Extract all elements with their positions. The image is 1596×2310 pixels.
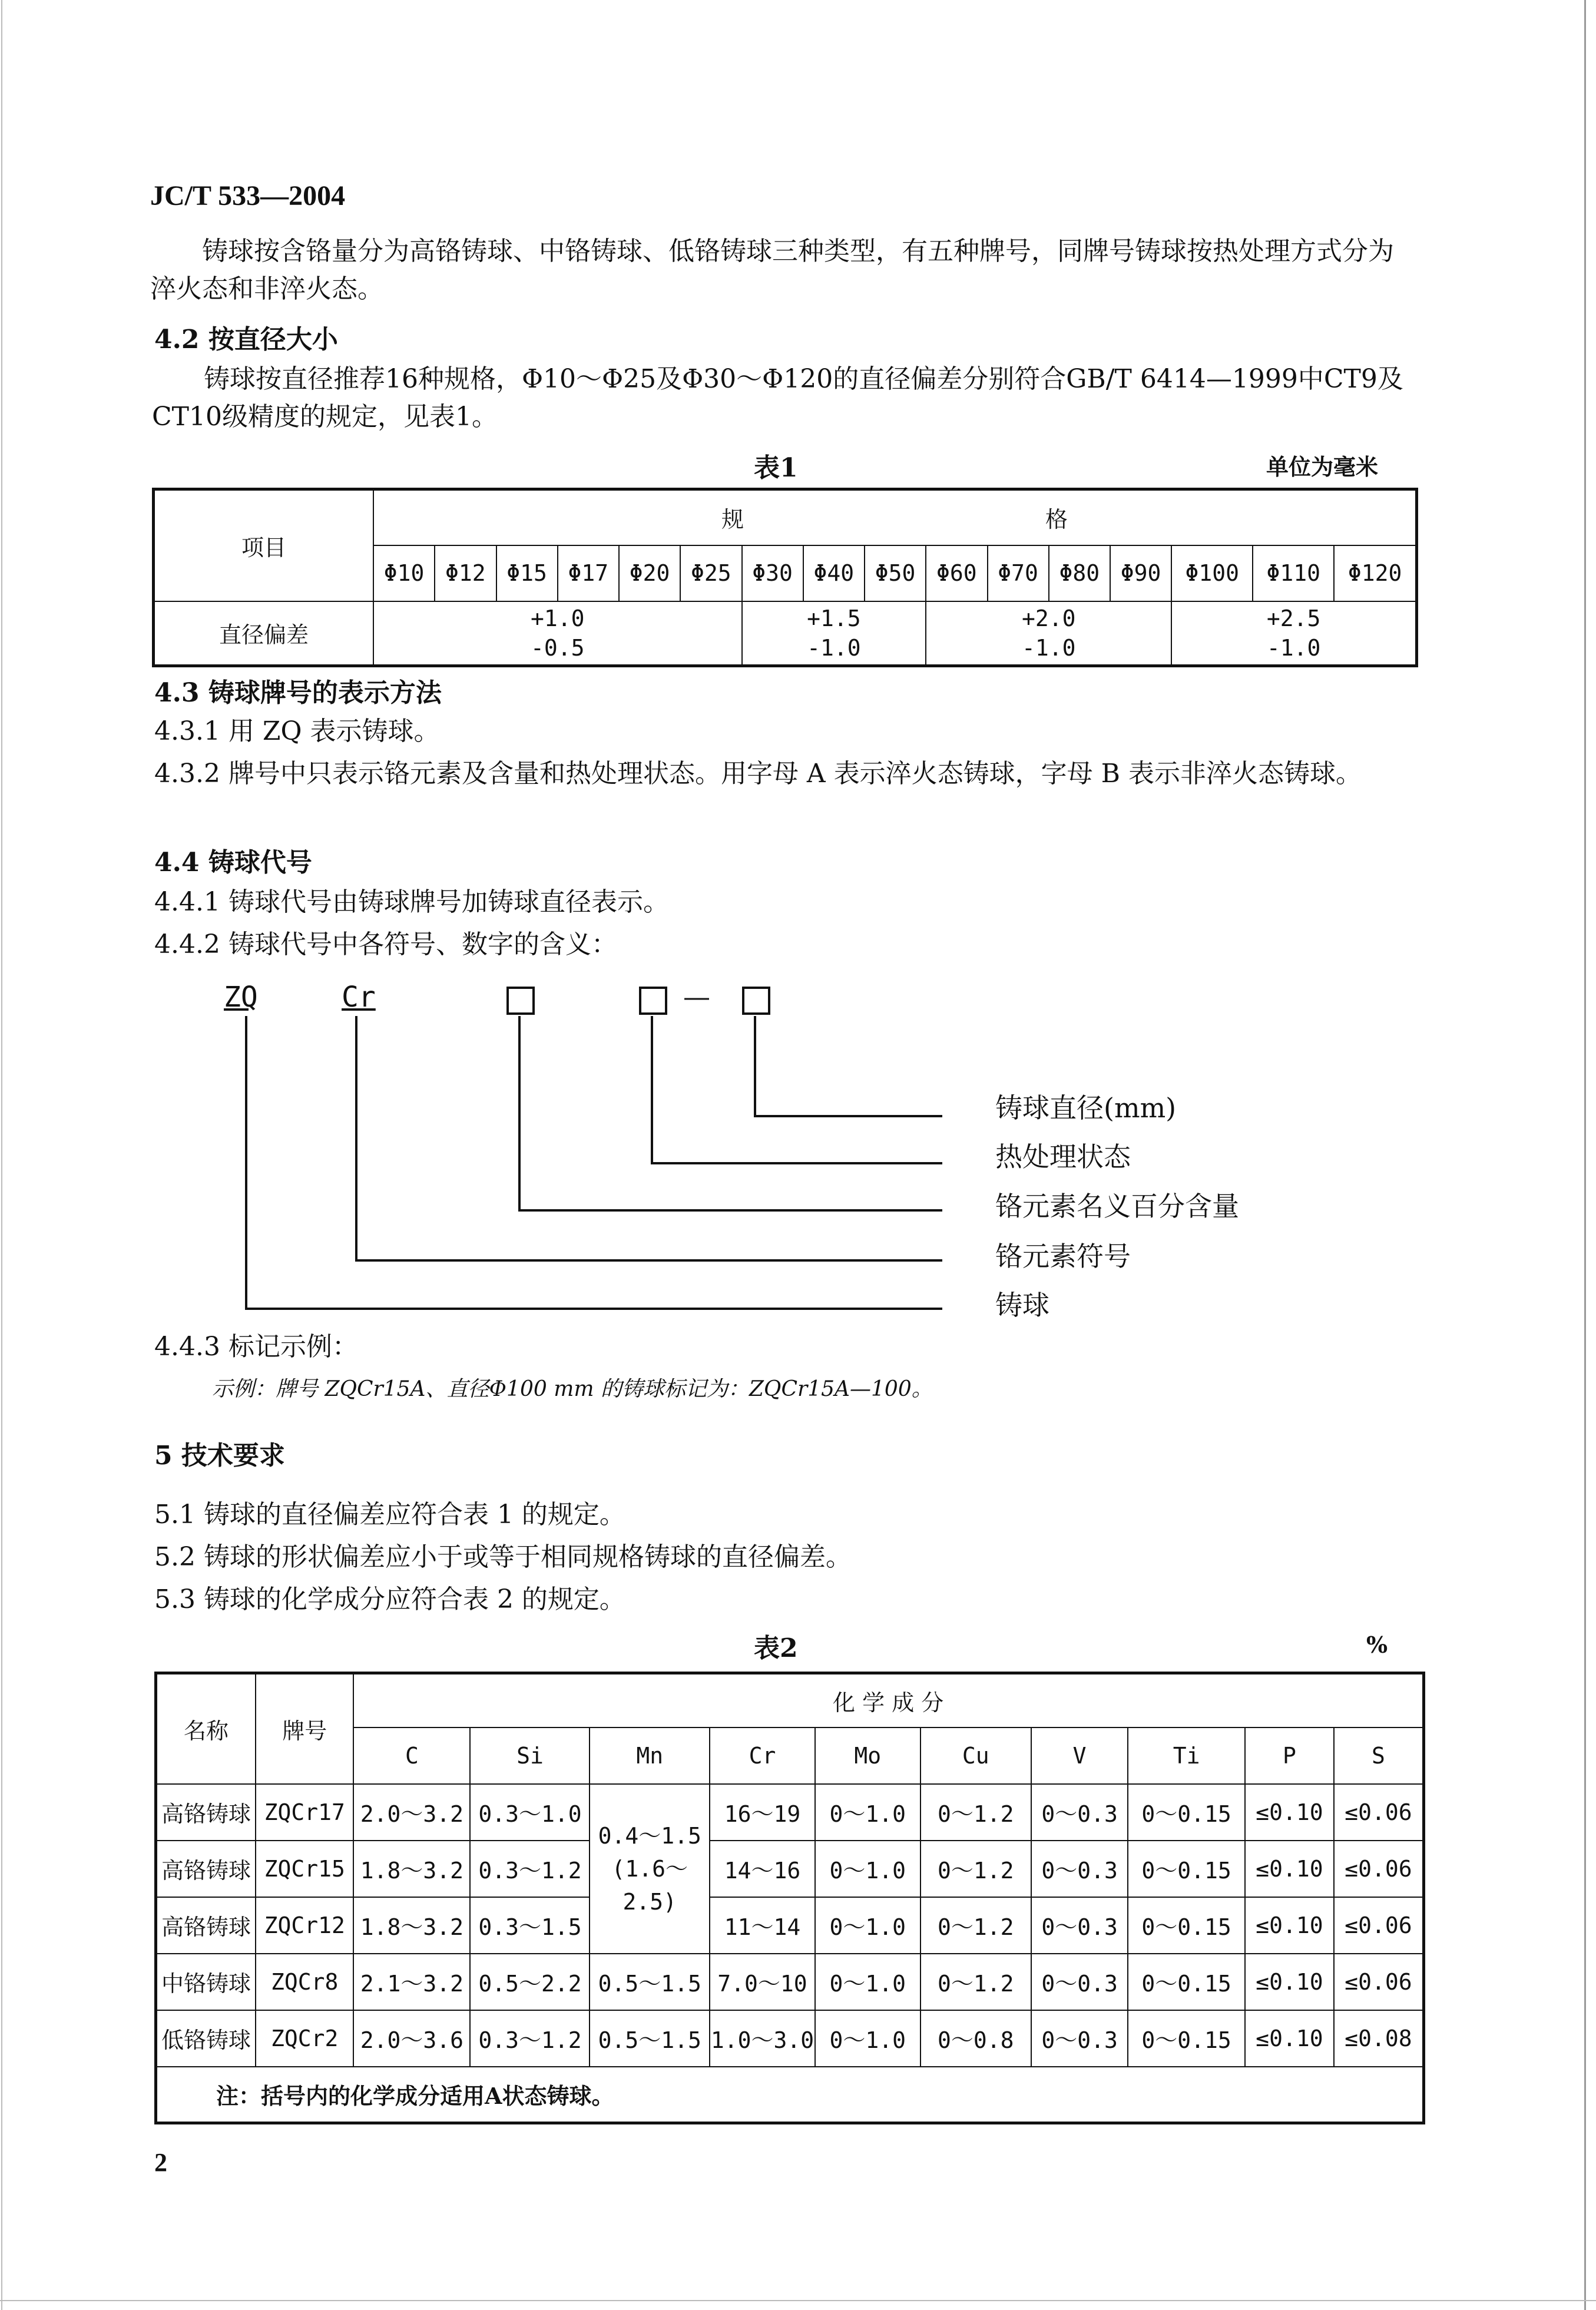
page-number: 2 <box>154 2148 167 2177</box>
standard-header: JC/T 533—2004 <box>150 180 346 211</box>
table1-unit: 单位为毫米 <box>1266 454 1379 480</box>
section-4-2-text: 铸球按直径推荐16种规格，Φ10～Φ25及Φ30～Φ120的直径偏差分别符合GB/T 6414—1999中CT9及CT10级精度的规定，见表1。 <box>152 364 1403 432</box>
diagram-label-diameter: 铸球直径(mm) <box>995 1092 1177 1124</box>
table2 <box>154 1672 1425 2124</box>
table1-caption: 表1 <box>754 453 798 483</box>
table2-cell-v: 0～0.3 <box>1031 1784 1128 1841</box>
table1-size: Φ30 <box>742 545 803 601</box>
table2-element: Cu <box>920 1727 1031 1784</box>
table2-cell-c: 1.8～3.2 <box>353 1841 470 1897</box>
table2-cell-cr: 1.0～3.0 <box>710 2010 815 2067</box>
table2-cell-s: ≤0.06 <box>1334 1841 1424 1897</box>
table1-item-header: 项目 <box>154 489 374 601</box>
scan-edge-bottom <box>0 2300 1596 2301</box>
table2-cell-grade: ZQCr2 <box>256 2010 353 2067</box>
table2-cell-mo: 0～1.0 <box>815 1897 920 1954</box>
diagram-dash: — <box>683 981 710 1012</box>
table2-cell-mn-high <box>590 1784 710 1954</box>
table1-size: Φ120 <box>1334 545 1416 601</box>
table2-cell-p: ≤0.10 <box>1245 2010 1334 2067</box>
table2-cell-v: 0～0.3 <box>1031 2010 1128 2067</box>
table1-dev-upper: +2.0 <box>1021 605 1076 631</box>
intro-paragraph: 铸球按含铬量分为高铬铸球、中铬铸球、低铬铸球三种类型，有五种牌号，同牌号铸球按热处理方式分为淬火态和非淬火态。 <box>150 236 1394 304</box>
table2-cell-name: 高铬铸球 <box>156 1897 256 1954</box>
table2-cell-cu: 0～0.8 <box>920 2010 1031 2067</box>
table2-cell-name: 高铬铸球 <box>156 1784 256 1841</box>
table1-spec-char-2: 格 <box>1045 507 1068 533</box>
leader-heat <box>652 1016 942 1163</box>
section-5-3: 5.3 铸球的化学成分应符合表 2 的规定。 <box>154 1584 625 1614</box>
table2-cell-cu: 0～1.2 <box>920 1897 1031 1954</box>
table2-cell-c: 2.0～3.6 <box>353 2010 470 2067</box>
table1-size: Φ12 <box>435 545 496 601</box>
section-4-4-2: 4.4.2 铸球代号中各符号、数字的含义： <box>154 929 617 959</box>
table1-size: Φ15 <box>496 545 558 601</box>
table1-size: Φ20 <box>619 545 680 601</box>
table2-header-chem: 化 学 成 分 <box>353 1673 1423 1727</box>
table2-mn-high-line1: 0.4～1.5 <box>598 1822 701 1849</box>
table1-size: Φ100 <box>1171 545 1253 601</box>
table2-cell-c: 1.8～3.2 <box>353 1897 470 1954</box>
table1-dev-lower: -1.0 <box>807 634 861 661</box>
table2-cell-s: ≤0.06 <box>1334 1897 1424 1954</box>
leader-diameter <box>755 1016 942 1116</box>
table1-size: Φ70 <box>988 545 1049 601</box>
section-4-2-title: 4.2 按直径大小 <box>154 325 338 355</box>
table2-unit: % <box>1366 1631 1388 1658</box>
table1-size: Φ17 <box>558 545 619 601</box>
table2-cell-name: 低铬铸球 <box>156 2010 256 2067</box>
table2-cell-mo: 0～1.0 <box>815 1784 920 1841</box>
table1-dev-lower: -1.0 <box>1021 634 1076 661</box>
table2-cell-cr: 11～14 <box>710 1897 815 1954</box>
table2-cell-si: 0.3～1.2 <box>470 1841 590 1897</box>
table2-header-name: 名称 <box>156 1673 256 1784</box>
table2-cell-cu: 0～1.2 <box>920 1784 1031 1841</box>
table2-cell-grade: ZQCr12 <box>256 1897 353 1954</box>
table2-cell-grade: ZQCr17 <box>256 1784 353 1841</box>
table2-cell-v: 0～0.3 <box>1031 1954 1128 2010</box>
table2-cell-v: 0～0.3 <box>1031 1897 1128 1954</box>
table2-element: Si <box>470 1727 590 1784</box>
section-4-4-1: 4.4.1 铸球代号由铸球牌号加铸球直径表示。 <box>154 887 669 917</box>
table2-cell-ti: 0～0.15 <box>1128 1841 1245 1897</box>
table2-cell-grade: ZQCr8 <box>256 1954 353 2010</box>
table2-element: Cr <box>710 1727 815 1784</box>
diagram-label-cr: 铬元素符号 <box>995 1240 1131 1272</box>
table2-header-grade: 牌号 <box>256 1673 353 1784</box>
table2-cell-p: ≤0.10 <box>1245 1784 1334 1841</box>
section-4-3-1: 4.3.1 用 ZQ 表示铸球。 <box>154 716 440 746</box>
section-5-1: 5.1 铸球的直径偏差应符合表 1 的规定。 <box>154 1500 625 1530</box>
table2-mn-high-line2: (1.6～2.5) <box>611 1855 688 1915</box>
table2-cell-v: 0～0.3 <box>1031 1841 1128 1897</box>
section-5-title: 5 技术要求 <box>154 1441 285 1471</box>
table2-cell-name: 高铬铸球 <box>156 1841 256 1897</box>
table2-cell-ti: 0～0.15 <box>1128 1897 1245 1954</box>
section-4-4-3-title: 4.4.3 标记示例： <box>154 1332 358 1362</box>
diagram-label-content: 铬元素名义百分含量 <box>995 1190 1239 1222</box>
diagram-code-cr: Cr <box>342 981 376 1014</box>
table2-cell-cu: 0～1.2 <box>920 1841 1031 1897</box>
table1-size: Φ40 <box>803 545 865 601</box>
table1-size: Φ80 <box>1049 545 1110 601</box>
table2-cell-si: 0.5～2.2 <box>470 1954 590 2010</box>
table2-cell-p: ≤0.10 <box>1245 1897 1334 1954</box>
leader-content <box>519 1016 942 1210</box>
table2-cell-si: 0.3～1.2 <box>470 2010 590 2067</box>
table1-row-label: 直径偏差 <box>154 601 374 666</box>
table2-cell-cr: 16～19 <box>710 1784 815 1841</box>
table1-spec-char-1: 规 <box>721 507 744 533</box>
table2-cell-s: ≤0.08 <box>1334 2010 1424 2067</box>
table2-element: Ti <box>1128 1727 1245 1784</box>
table1-size: Φ25 <box>680 545 741 601</box>
table2-cell-si: 0.3～1.5 <box>470 1897 590 1954</box>
table1-size: Φ10 <box>373 545 435 601</box>
table2-cell-c: 2.1～3.2 <box>353 1954 470 2010</box>
leader-cr <box>356 1016 942 1260</box>
diagram-label-zq: 铸球 <box>995 1289 1049 1321</box>
table2-cell-si: 0.3～1.0 <box>470 1784 590 1841</box>
table2-element: C <box>353 1727 470 1784</box>
table1-dev-upper: +1.5 <box>807 605 861 631</box>
section-4-3-2: 4.3.2 牌号中只表示铬元素及含量和热处理状态。用字母 A 表示淬火态铸球，字母 B 表示非淬火态铸球。 <box>154 759 1362 789</box>
table2-cell-mo: 0～1.0 <box>815 2010 920 2067</box>
diagram-label-heat: 热处理状态 <box>995 1141 1131 1173</box>
table2-element: Mn <box>590 1727 710 1784</box>
table2-cell-cr: 7.0～10 <box>710 1954 815 2010</box>
table2-cell-ti: 0～0.15 <box>1128 1954 1245 2010</box>
table1-size: Φ60 <box>926 545 987 601</box>
section-4-4-3-example: 示例：牌号 ZQCr15A、直径Φ100 mm 的铸球标记为：ZQCr15A—100。 <box>212 1377 933 1401</box>
diagram-code-zq: ZQ <box>224 981 258 1014</box>
table2-cell-s: ≤0.06 <box>1334 1954 1424 2010</box>
table2-cell-mo: 0～1.0 <box>815 1841 920 1897</box>
table2-caption: 表2 <box>754 1633 798 1663</box>
section-4-3-title: 4.3 铸球牌号的表示方法 <box>154 678 442 708</box>
table2-note: 注：括号内的化学成分适用A状态铸球。 <box>156 2067 1424 2123</box>
table2-cell-c: 2.0～3.2 <box>353 1784 470 1841</box>
section-5-2: 5.2 铸球的形状偏差应小于或等于相同规格铸球的直径偏差。 <box>154 1542 852 1572</box>
table2-cell-grade: ZQCr15 <box>256 1841 353 1897</box>
table2-cell-mo: 0～1.0 <box>815 1954 920 2010</box>
table2-cell-mn: 0.5～1.5 <box>590 1954 710 2010</box>
table2-cell-s: ≤0.06 <box>1334 1784 1424 1841</box>
table2-cell-cr: 14～16 <box>710 1841 815 1897</box>
table1-dev-upper: +2.5 <box>1266 605 1321 631</box>
table2-cell-p: ≤0.10 <box>1245 1841 1334 1897</box>
table2-element: V <box>1031 1727 1128 1784</box>
table2-element: P <box>1245 1727 1334 1784</box>
table1-size: Φ110 <box>1253 545 1334 601</box>
table2-element: S <box>1334 1727 1424 1784</box>
section-4-4-title: 4.4 铸球代号 <box>154 848 312 878</box>
table2-cell-cu: 0～1.2 <box>920 1954 1031 2010</box>
table1-dev-upper: +1.0 <box>530 605 585 631</box>
table1-dev-lower: -1.0 <box>1266 634 1321 661</box>
table2-cell-ti: 0～0.15 <box>1128 2010 1245 2067</box>
table2-cell-name: 中铬铸球 <box>156 1954 256 2010</box>
table1-size: Φ90 <box>1110 545 1171 601</box>
table2-cell-p: ≤0.10 <box>1245 1954 1334 2010</box>
table2-element: Mo <box>815 1727 920 1784</box>
table2-cell-ti: 0～0.15 <box>1128 1784 1245 1841</box>
table2-cell-mn: 0.5～1.5 <box>590 2010 710 2067</box>
table1-dev-lower: -0.5 <box>530 634 585 661</box>
table1-size: Φ50 <box>865 545 926 601</box>
